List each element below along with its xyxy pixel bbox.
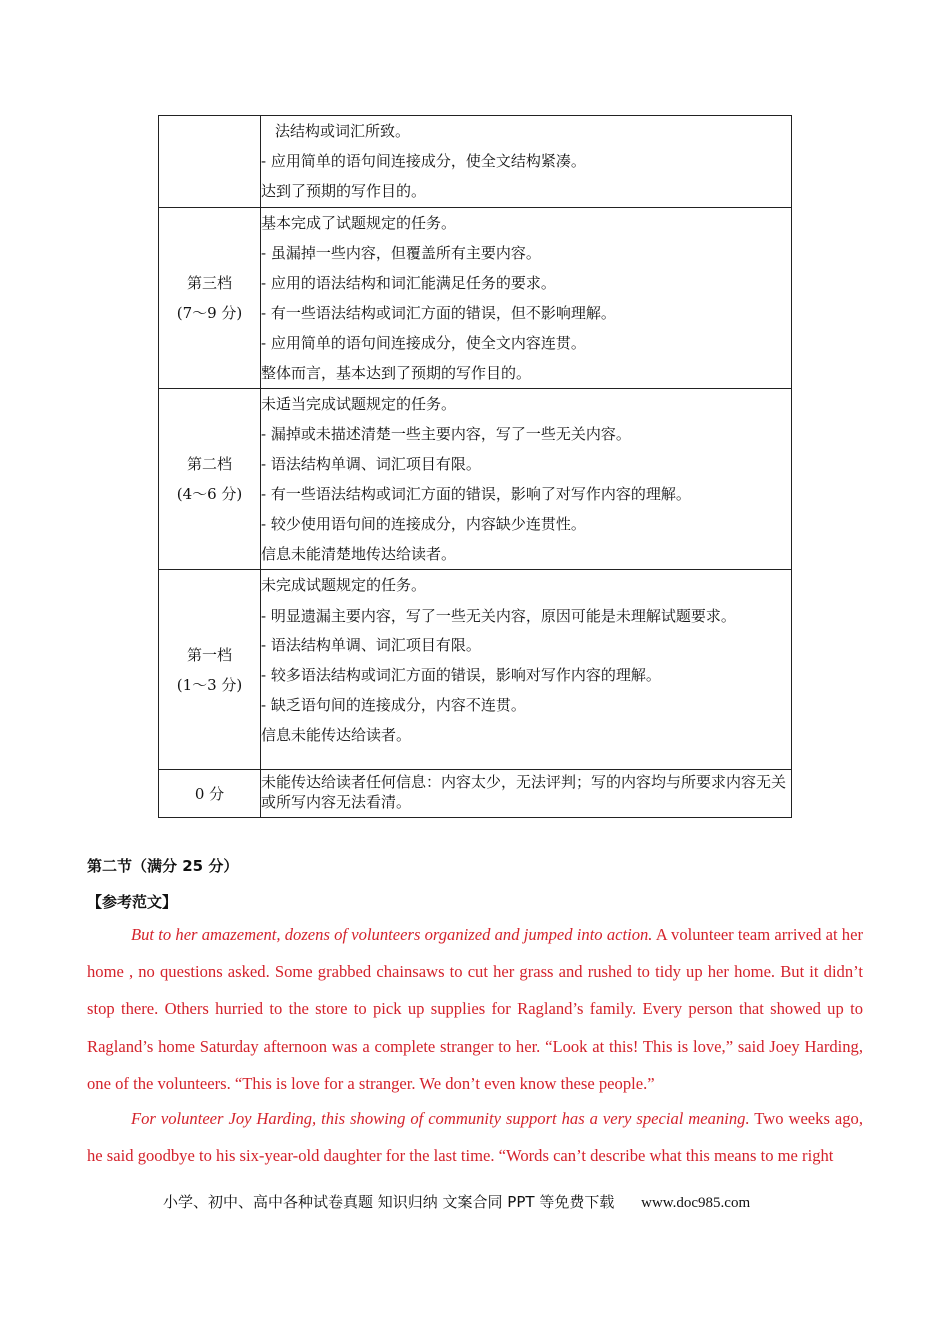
grade-range: (1～3 分) bbox=[176, 675, 243, 694]
essay-paragraph-1 bbox=[87, 916, 863, 1102]
grade-cell-tier0 bbox=[159, 770, 261, 818]
rubric-line: 信息未能传达给读者。 bbox=[261, 726, 412, 744]
desc-cell-tier1 bbox=[261, 570, 792, 770]
rubric-row-tier3 bbox=[159, 208, 792, 389]
grade-range: (7～9 分) bbox=[176, 304, 243, 322]
scoring-rubric-table bbox=[158, 115, 792, 818]
rubric-line: 信息未能清楚地传达给读者。 bbox=[261, 545, 457, 563]
rubric-line: - 漏掉或未描述清楚一些主要内容，写了一些无关内容。 bbox=[261, 425, 631, 443]
rubric-line: - 语法结构单调、词汇项目有限。 bbox=[261, 455, 481, 473]
rubric-line: 整体而言，基本达到了预期的写作目的。 bbox=[261, 364, 532, 382]
rubric-line: - 较少使用语句间的连接成分，内容缺少连贯性。 bbox=[261, 515, 586, 533]
grade-name: 第一档 bbox=[186, 645, 232, 664]
rubric-line: 法结构或词汇所致。 bbox=[275, 122, 411, 140]
grade-name: 第三档 bbox=[186, 274, 232, 292]
essay-p2-text: Two weeks ago, he said goodbye to his six-year-old daughter for the last time. “Words can’t describe what this means to me right bbox=[87, 1109, 863, 1166]
rubric-line: - 较多语法结构或词汇方面的错误，影响对写作内容的理解。 bbox=[261, 666, 661, 684]
rubric-line: - 应用的语法结构和词汇能满足任务的要求。 bbox=[261, 274, 556, 292]
footer-site-link[interactable]: www.doc985.com bbox=[641, 1195, 751, 1211]
essay-p1-text: A volunteer team arrived at her home , no questions asked. Some grabbed chainsaws to cut her grass and rushed to tidy up her home. But it didn’t stop there. Others hurried to the store to pick up supplies for Ragland’s family. Every person that showed up to Ragland’s home Saturday afternoon was a complete stranger to her. “Look at this! This is love,” said Joey Harding, one of the volunteers. “This is love for a stranger. We don’t even know these people.” bbox=[87, 925, 863, 1093]
rubric-row-tier2 bbox=[159, 389, 792, 570]
essay-paragraph-2 bbox=[87, 1100, 863, 1174]
footer-text: 小学、初中、高中各种试卷真题 知识归纳 文案合同 PPT 等免费下载 bbox=[163, 1193, 615, 1211]
grade-cell-tier3 bbox=[159, 208, 261, 389]
rubric-line: 未适当完成试题规定的任务。 bbox=[261, 395, 457, 413]
rubric-line: 未完成试题规定的任务。 bbox=[261, 576, 427, 594]
rubric-line: 达到了预期的写作目的。 bbox=[261, 182, 427, 200]
grade-name: 0 分 bbox=[194, 784, 225, 803]
rubric-row-continued bbox=[159, 116, 792, 208]
section-title: 第二节（满分 25 分） bbox=[87, 857, 239, 875]
rubric-line: 基本完成了试题规定的任务。 bbox=[261, 214, 457, 232]
rubric-line: - 语法结构单调、词汇项目有限。 bbox=[261, 636, 481, 654]
grade-range: (4～6 分) bbox=[176, 485, 243, 503]
rubric-line: - 虽漏掉一些内容，但覆盖所有主要内容。 bbox=[261, 244, 541, 262]
rubric-line: 未能传达给读者任何信息：内容太少，无法评判；写的内容均与所要求内容无关或所写内容无法看清。 bbox=[261, 773, 787, 811]
desc-cell-tier3 bbox=[261, 208, 792, 389]
grade-cell-tier1 bbox=[159, 570, 261, 770]
reference-essay-title: 【参考范文】 bbox=[87, 893, 178, 911]
desc-cell-continued bbox=[261, 116, 792, 208]
grade-cell-tier2 bbox=[159, 389, 261, 570]
rubric-row-tier1 bbox=[159, 570, 792, 770]
rubric-line: - 有一些语法结构或词汇方面的错误，影响了对写作内容的理解。 bbox=[261, 485, 691, 503]
desc-cell-tier0 bbox=[261, 770, 792, 818]
rubric-line: - 明显遗漏主要内容，写了一些无关内容，原因可能是未理解试题要求。 bbox=[261, 607, 736, 625]
grade-name: 第二档 bbox=[186, 455, 232, 473]
rubric-line: - 应用简单的语句间连接成分，使全文内容连贯。 bbox=[261, 334, 586, 352]
desc-cell-tier2 bbox=[261, 389, 792, 570]
rubric-line: - 缺乏语句间的连接成分，内容不连贯。 bbox=[261, 696, 526, 714]
essay-p1-italic: But to her amazement, dozens of volunteers organized and jumped into action. bbox=[131, 925, 653, 944]
essay-p2-italic: For volunteer Joy Harding, this showing of community support has a very special meaning. bbox=[131, 1109, 750, 1128]
grade-cell-empty bbox=[159, 116, 261, 208]
rubric-line: - 有一些语法结构或词汇方面的错误，但不影响理解。 bbox=[261, 304, 616, 322]
rubric-line: - 应用简单的语句间连接成分，使全文结构紧凑。 bbox=[261, 152, 586, 170]
rubric-row-tier0 bbox=[159, 770, 792, 818]
page-footer bbox=[163, 1191, 750, 1212]
